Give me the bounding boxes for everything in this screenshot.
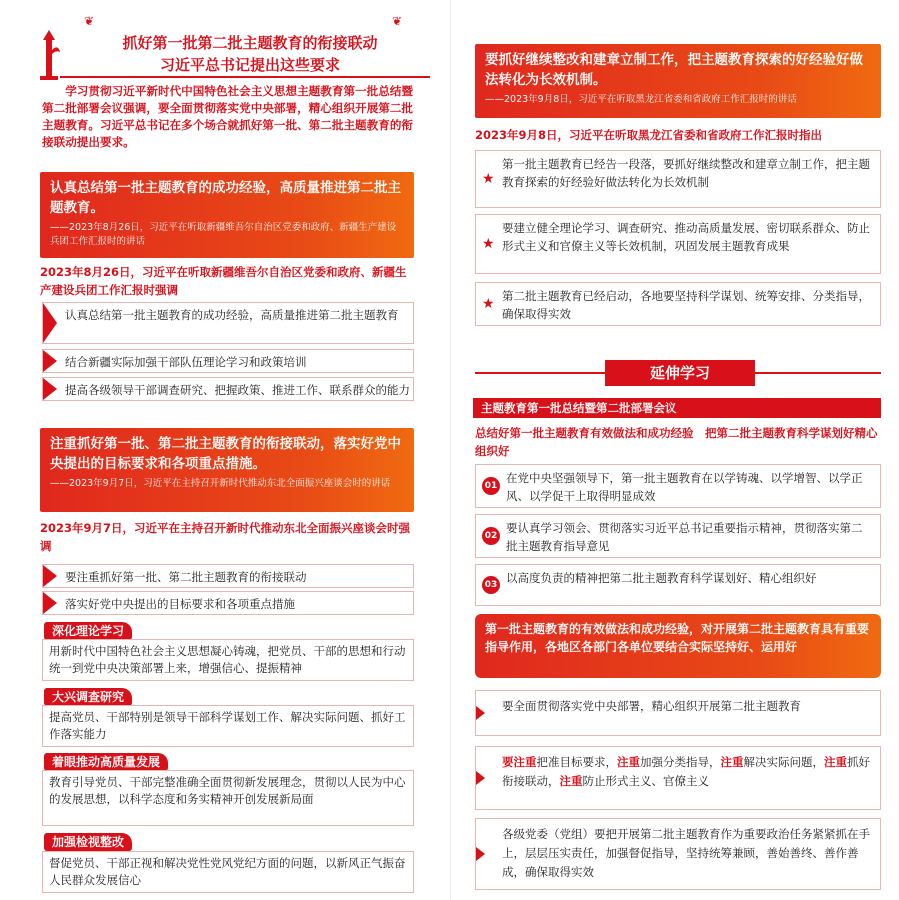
banner-title: 认真总结第一批主题教育的成功经验，高质量推进第二批主题教育。 [50, 180, 401, 216]
banner-source: ——2023年8月26日，习近平在听取新疆维吾尔自治区党委和政府、新疆生产建设兵团工作汇报时的讲话 [50, 222, 397, 247]
item-text: 要注重抓好第一批、第二批主题教育的衔接联动 [65, 570, 307, 584]
keyword: 注重 [617, 755, 640, 769]
title-line-1: 抓好第一批第二批主题教育的衔接联动 [122, 34, 378, 52]
decor-line [475, 372, 605, 374]
item-text: 第一批主题教育已经告一段落，要抓好继续整改和建章立制工作，把主题教育探索的好经验好做法转化为长效机制 [502, 157, 870, 189]
list-item [42, 302, 414, 344]
keyword: 注重 [824, 755, 847, 769]
item-text: 把准目标要求， [536, 755, 617, 769]
list-item [475, 214, 881, 274]
keyword: 要注重 [502, 755, 537, 769]
section-tag-development: 着眼推动高质量发展 [44, 753, 168, 771]
right-column [455, 0, 899, 900]
arrow-marker [43, 592, 57, 614]
section-title-extended-learning: 延伸学习 [605, 360, 755, 386]
list-item [42, 349, 414, 373]
decor-line [755, 372, 881, 374]
arrow-marker [43, 565, 57, 587]
section-tag-theory: 深化理论学习 [44, 622, 132, 640]
arrow-marker [43, 378, 57, 400]
star-icon: ★ [482, 171, 495, 187]
item-text: 要建立健全理论学习、调查研究、推动高质量发展、密切联系群众、防止形式主义和官僚主义等长效机制，巩固发展主题教育成果 [502, 221, 870, 253]
requirement-item [475, 818, 881, 890]
number-badge: 03 [482, 576, 500, 594]
arrow-marker [43, 350, 57, 372]
item-text: 抓好衔接联动， [502, 755, 870, 788]
star-icon: ★ [482, 296, 495, 312]
star-icon: ★ [482, 236, 495, 252]
left-column [0, 0, 444, 900]
date-heading-2: 2023年9月7日，习近平在主持召开新时代推动东北全面振兴座谈会时强调 [40, 521, 411, 553]
quote-banner-1 [40, 172, 414, 258]
number-badge: 02 [482, 527, 500, 545]
numbered-item [475, 564, 881, 606]
date-heading-1: 2023年8月26日，习近平在听取新疆维吾尔自治区党委和政府、新疆生产建设兵团工作汇报时强调 [40, 265, 407, 297]
arrow-marker [43, 303, 57, 343]
date-heading-3: 2023年9月8日，习近平在听取黑龙江省委和省政府工作汇报时指出 [475, 128, 823, 142]
keyword: 注重 [720, 755, 744, 769]
banner-source: ——2023年9月7日，习近平在主持召开新时代推动东北全面振兴座谈会时的讲话 [50, 478, 391, 489]
section-text-development: 教育引导党员、干部完整准确全面贯彻新发展理念，贯彻以人民为中心的发展思想，以科学态度和务实精神开创发展新局面 [42, 770, 414, 826]
item-text: 防止形式主义、官僚主义 [582, 774, 709, 788]
dove-icon: ❦ [84, 14, 95, 28]
section-tag-research: 大兴调查研究 [44, 688, 132, 706]
banner-title: 注重抓好第一批、第二批主题教育的衔接联动，落实好党中央提出的目标要求和各项重点措施。 [50, 436, 401, 472]
requirement-item [475, 690, 881, 736]
section-tag-rectification: 加强检视整改 [44, 833, 132, 851]
item-text: 第二批主题教育已经启动，各地要坚持科学谋划、统筹安排、分类指导，确保取得实效 [502, 289, 870, 321]
page-title [80, 32, 420, 76]
monument-icon [38, 30, 60, 82]
section-text-theory: 用新时代中国特色社会主义思想凝心铸魂，把党员、干部的思想和行动统一到党中央决策部署上来，增强信心、提振精神 [42, 639, 414, 681]
list-item [42, 591, 414, 615]
header [0, 0, 444, 90]
item-text: 结合新疆实际加强干部队伍理论学习和政策培训 [65, 355, 307, 369]
list-item [42, 377, 414, 401]
item-text: 要全面贯彻落实党中央部署，精心组织开展第二批主题教育 [502, 699, 801, 713]
item-text: 解决实际问题， [743, 755, 824, 769]
list-item [475, 150, 881, 208]
title-underline [60, 76, 430, 78]
item-text: 加强分类指导， [640, 755, 721, 769]
banner-text: 第一批主题教育的有效做法和成功经验，对开展第二批主题教育具有重要指导作用，各地区各部门各单位要结合实际坚持好、运用好 [485, 622, 870, 654]
item-text: 提高各级领导干部调查研究、把握政策、推进工作、联系群众的能力 [65, 383, 410, 397]
dove-icon: ❦ [392, 14, 403, 28]
quote-banner-2 [40, 428, 414, 512]
list-item [42, 564, 414, 588]
numbered-item [475, 464, 881, 508]
meeting-subtitle: 总结好第一批主题教育有效做法和成功经验 把第二批主题教育科学谋划好精心组织好 [475, 426, 878, 458]
section-text-rectification: 督促党员、干部正视和解决党性党风党纪方面的问题，以新风正气振奋人民群众发展信心 [42, 851, 414, 893]
keyword: 注重 [559, 774, 583, 788]
banner-source: ——2023年9月8日，习近平在听取黑龙江省委和省政府工作汇报时的讲话 [485, 94, 797, 105]
meeting-title-bar: 主题教育第一批总结暨第二批部署会议 [473, 398, 881, 418]
intro-paragraph: 学习贯彻习近平新时代中国特色社会主义思想主题教育第一批总结暨第二批部署会议强调，要全面贯彻落实党中央部署，精心组织开展第二批主题教育。习近平总书记在多个场合就抓好第一批、第二批主题教育的衔接联动提出要求。 [42, 84, 414, 149]
item-text: 各级党委（党组）要把开展第二批主题教育作为重要政治任务紧紧抓在手上，层层压实责任，加强督促指导，坚持统筹兼顾，善始善终、善作善成，确保取得实效 [502, 827, 870, 879]
item-text: 以高度负责的精神把第二批主题教育科学谋划好、精心组织好 [506, 571, 817, 585]
section-text-research: 提高党员、干部特别是领导干部科学谋划工作、解决实际问题、抓好工作落实能力 [42, 705, 414, 747]
column-divider [450, 0, 451, 900]
numbered-item [475, 514, 881, 558]
number-badge: 01 [482, 477, 500, 495]
item-text: 落实好党中央提出的目标要求和各项重点措施 [65, 597, 295, 611]
experience-banner [475, 614, 881, 678]
item-text: 认真总结第一批主题教育的成功经验，高质量推进第二批主题教育 [65, 308, 399, 322]
item-text: 在党中央坚强领导下，第一批主题教育在以学铸魂、以学增智、以学正风、以学促干上取得明显成效 [506, 471, 863, 503]
arrow-marker [476, 771, 485, 785]
title-line-2: 习近平总书记提出这些要求 [159, 56, 340, 74]
item-text: 要认真学习领会、贯彻落实习近平总书记重要指示精神，贯彻落实第二批主题教育指导意见 [506, 521, 863, 553]
list-item [475, 282, 881, 326]
quote-banner-3 [475, 44, 881, 118]
arrow-marker [476, 847, 485, 861]
banner-title: 要抓好继续整改和建章立制工作，把主题教育探索的好经验好做法转化为长效机制。 [485, 52, 863, 88]
arrow-marker [476, 706, 485, 720]
requirement-item [475, 746, 881, 810]
